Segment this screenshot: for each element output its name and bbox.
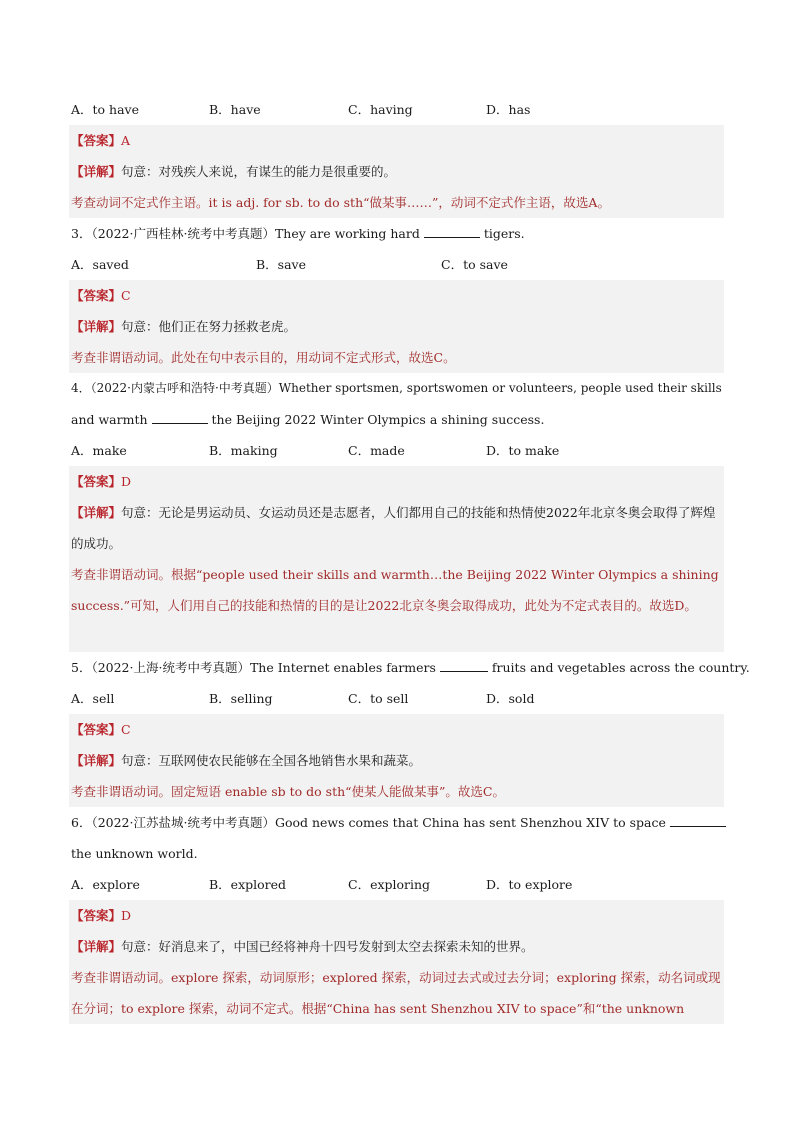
answer-blank <box>440 657 488 672</box>
question-stem-start: 6．（2022·江苏盐城·统考中考真题）Good news comes that China has sent Shenzhou XIV to space <box>71 815 666 830</box>
analysis-line: 考查非谓语动词。explore 探索，动词原形；explored 探索，动词过去式或过去分词；exploring 探索，动名词或现在分词；to explore 探索，动词不定式。根据“China has sent Shenzhou XIV to space”和“the unknown <box>71 970 721 1016</box>
option-b: B．selling <box>209 691 273 706</box>
answer-tag: 【答案】 <box>71 474 122 489</box>
q6-answer-block <box>69 900 724 1024</box>
detail-tag: 【详解】 <box>71 164 122 179</box>
document-page <box>71 94 750 1024</box>
answer-tag: 【答案】 <box>71 908 122 923</box>
q4-stem-line1: 4．（2022·内蒙古呼和浩特·中考真题）Whether sportsmen, sportswomen or volunteers, people used their skills <box>71 381 722 395</box>
option-b: B．making <box>209 443 278 458</box>
option-c: C．to save <box>441 257 508 272</box>
question-stem-start: and warmth <box>71 412 148 427</box>
detail-tag: 【详解】 <box>71 505 122 520</box>
question-stem-start: 3．（2022·广西桂林·统考中考真题）They are working hard <box>71 226 420 241</box>
q6-stem-line2: the unknown world. <box>71 846 198 861</box>
option-a: A．saved <box>71 257 129 272</box>
option-d: D．to explore <box>486 877 573 892</box>
option-b: B．have <box>209 102 261 117</box>
detail-line <box>71 497 724 559</box>
q2-options <box>71 94 724 125</box>
answer-tag: 【答案】 <box>71 133 122 148</box>
option-d: D．to make <box>486 443 560 458</box>
answer-tag: 【答案】 <box>71 722 122 737</box>
answer-line <box>71 280 724 311</box>
q4-answer-block <box>69 466 724 652</box>
q2-answer-block <box>69 125 724 218</box>
answer-blank <box>424 223 480 238</box>
answer-value: C <box>121 722 131 737</box>
detail-line <box>71 931 724 962</box>
question-stem-end: tigers. <box>483 226 525 241</box>
detail-line <box>71 156 724 187</box>
answer-line <box>71 125 724 156</box>
analysis-line: 考查非谓语动词。固定短语 enable sb to do sth“使某人能做某事”。故选C。 <box>71 784 505 799</box>
q3-options <box>71 249 724 280</box>
analysis-line: 考查非谓语动词。根据“people used their skills and warmth…the Beijing 2022 Winter Olympics a shining success.”可知，人们用自己的技能和热情的目的是让2022北京冬奥会取得成功，此处为不定式表目的。故选D。 <box>71 567 719 613</box>
q5-answer-block <box>69 714 724 807</box>
answer-tag: 【答案】 <box>71 288 122 303</box>
detail-text: 句意：对残疾人来说，有谋生的能力是很重要的。 <box>121 164 397 179</box>
answer-line <box>71 466 724 497</box>
option-c: C．having <box>348 102 413 117</box>
answer-line <box>71 900 724 931</box>
answer-value: A <box>121 133 131 148</box>
q3-answer-block <box>69 280 724 373</box>
question-stem-end: the Beijing 2022 Winter Olympics a shining success. <box>211 412 545 427</box>
option-b: B．save <box>256 257 307 272</box>
answer-value: D <box>121 474 132 489</box>
answer-value: C <box>121 288 131 303</box>
q6-options <box>71 869 724 900</box>
q5-stem <box>71 652 750 683</box>
analysis-line: 考查非谓语动词。此处在句中表示目的，用动词不定式形式，故选C。 <box>71 350 456 365</box>
option-a: A．make <box>71 443 127 458</box>
option-a: A．to have <box>71 102 140 117</box>
answer-blank <box>670 812 726 827</box>
detail-text: 句意：好消息来了，中国已经将神舟十四号发射到太空去探索未知的世界。 <box>121 939 534 954</box>
q3-stem <box>71 218 724 249</box>
question-stem-start: 5．（2022·上海·统考中考真题）The Internet enables farmers <box>71 660 436 675</box>
option-a: A．sell <box>71 691 115 706</box>
analysis-line: 考查动词不定式作主语。it is adj. for sb. to do sth“做某事……”，动词不定式作主语，故选A。 <box>71 195 610 210</box>
question-stem-end: fruits and vegetables across the country. <box>491 660 750 675</box>
detail-tag: 【详解】 <box>71 939 122 954</box>
detail-text: 句意：无论是男运动员、女运动员还是志愿者，人们都用自己的技能和热情使2022年北京冬奥会取得了辉煌的成功。 <box>71 505 716 551</box>
q5-options <box>71 683 724 714</box>
detail-line <box>71 311 724 342</box>
option-d: D．has <box>486 102 531 117</box>
option-a: A．explore <box>71 877 140 892</box>
detail-tag: 【详解】 <box>71 753 122 768</box>
q4-options <box>71 435 724 466</box>
option-c: C．exploring <box>348 877 431 892</box>
option-d: D．sold <box>486 691 535 706</box>
option-c: C．made <box>348 443 405 458</box>
detail-text: 句意：他们正在努力拯救老虎。 <box>121 319 297 334</box>
option-c: C．to sell <box>348 691 409 706</box>
answer-blank <box>152 409 208 424</box>
answer-value: D <box>121 908 132 923</box>
option-b: B．explored <box>209 877 287 892</box>
detail-text: 句意：互联网使农民能够在全国各地销售水果和蔬菜。 <box>121 753 422 768</box>
q4-stem-line2 <box>71 404 724 435</box>
q6-stem-line1 <box>71 807 724 838</box>
answer-line <box>71 714 724 745</box>
detail-tag: 【详解】 <box>71 319 122 334</box>
detail-line <box>71 745 724 776</box>
